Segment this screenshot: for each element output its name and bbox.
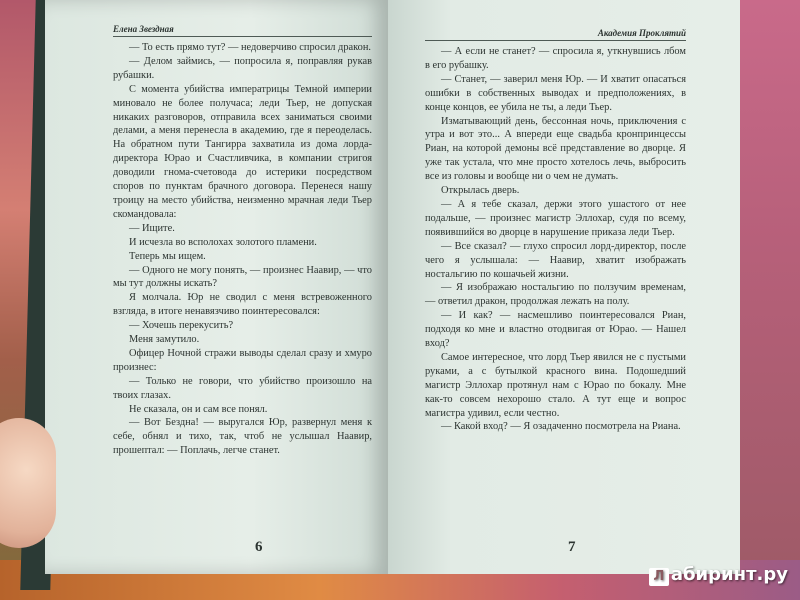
paragraph: Изматывающий день, бессонная ночь, приключения с утра и вот это... А впереди еще свадьба кронпринцессы Риан, на которой демоны всё представление во дворце. Я уже так устала, что мне просто хотелось лечь, выбросить все из головы и вообще ни о чем не думать. <box>425 115 686 183</box>
page-number-right: 7 <box>568 539 576 555</box>
running-head-title: Академия Проклятий <box>425 28 686 41</box>
paragraph: — То есть прямо тут? — недоверчиво спросил дракон. <box>129 42 372 53</box>
paragraph: И исчезла во всполохах золотого пламени. <box>129 236 317 248</box>
running-head-author: Елена Звездная <box>113 24 372 37</box>
left-page <box>45 0 388 574</box>
paragraph: Теперь мы ищем. <box>129 250 206 262</box>
paragraph: Я молчала. Юр не сводил с меня встревоженного взгляда, в итоге ненавязчиво поинтересовался: <box>113 292 372 318</box>
paragraph: — Я изображаю ностальгию по ползучим временам, — ответил дракон, продолжая лежать на полу. <box>425 282 686 308</box>
paragraph: — Ищите. <box>129 222 175 234</box>
paragraph: — Вот Бездна! — выругался Юр, развернул меня к себе, обнял и тихо, так, чтоб не услышал Наавир, прошептал: — Поплачь, легче станет. <box>113 417 372 457</box>
labirint-logo-icon: Л <box>649 568 669 586</box>
paragraph: — А если не станет? — спросила я, уткнувшись лбом в его рубашку. <box>425 46 686 71</box>
paragraph: — Станет, — заверил меня Юр. — И хватит опасаться ошибки в собственных выводах и предположениях, в конце концов, ее убила не ты, а леди Тьер. <box>425 73 686 113</box>
paragraph: — Делом займись, — попросила я, поправляя рукав рубашки. <box>113 55 372 81</box>
paragraph: — А я тебе сказал, держи этого ушастого от нее подальше, — произнес магистр Эллохар, судя по всему, появившийся во дворце в нарушение приказа леди Тьер. <box>425 198 686 238</box>
watermark-text: абиринт.ру <box>670 564 788 585</box>
paragraph: Самое интересное, что лорд Тьер явился не с пустыми руками, а с бутылкой красного вина. Подошедший магистр Эллохар протянул нам с Юрао по бокалу. Мне как-то совсем нехорошо стало. А тут еще и вопрос магистра удивил, если честно. <box>425 351 686 419</box>
right-page <box>388 0 740 574</box>
paragraph: Открылась дверь. <box>441 185 520 197</box>
paragraph: Не сказала, он и сам все понял. <box>129 403 268 415</box>
background-right <box>730 0 800 600</box>
watermark <box>649 564 788 586</box>
paragraph: — Только не говори, что убийство произошло на твоих глазах. <box>113 375 372 401</box>
right-page-text <box>425 45 686 434</box>
paragraph: — Какой вход? — Я озадаченно посмотрела на Риана. <box>441 421 681 433</box>
thumb <box>0 418 56 548</box>
paragraph: — И как? — насмешливо поинтересовался Риан, подходя ко мне и властно отодвигая от Юрао. — Нашел вход? <box>425 310 686 350</box>
paragraph: — Все сказал? — глухо спросил лорд-директор, после чего я услышала: — Наавир, хватит изображать ностальгию по кошачьей жизни. <box>425 240 686 280</box>
page-number-left: 6 <box>255 539 263 555</box>
paragraph: — Одного не могу понять, — произнес Наавир, — что мы тут должны искать? <box>113 264 372 290</box>
paragraph: С момента убийства императрицы Темной империи миновало не более получаса; леди Тьер, не допуская никаких разговоров, отправила всех заниматься своими делами, а меня перенесла в академию, где я переоделась. На обратном пути Тангирра захватила из дома лорда-директора Юрао и Счастливчика, в компании стригоя доводили гнома-счетовода до истерики посредством споров по пунктам брачного договора. Перенеся нашу троицу на место убийства, неизменно мрачная леди Тьер скомандовала: <box>113 83 372 220</box>
paragraph: Офицер Ночной стражи выводы сделал сразу и хмуро произнес: <box>113 347 372 373</box>
left-page-text <box>113 41 372 458</box>
paragraph: Меня замутило. <box>129 334 200 346</box>
paragraph: — Хочешь перекусить? <box>129 320 234 332</box>
